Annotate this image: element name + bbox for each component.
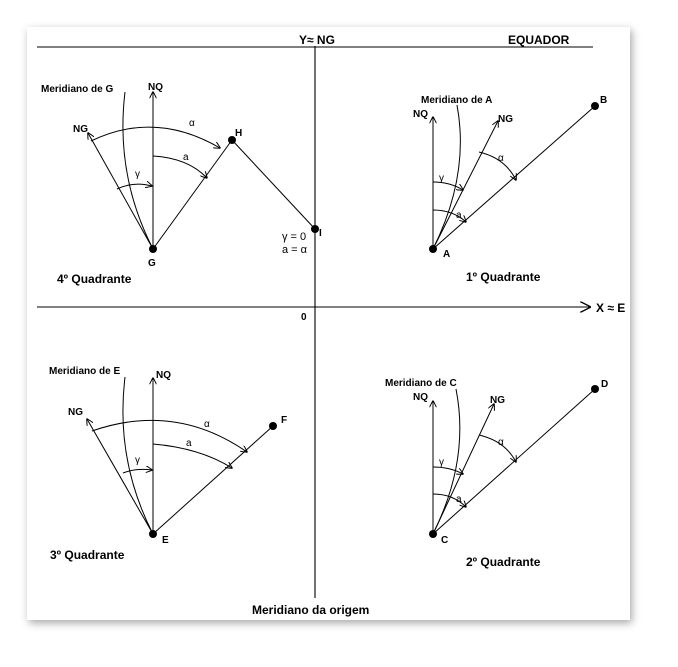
target-label: H — [235, 128, 243, 139]
gamma-arc — [123, 469, 152, 473]
nq-label: NQ — [156, 370, 171, 381]
meridian-label: Meridiano de A — [421, 95, 493, 106]
a-symbol: a — [456, 210, 462, 221]
gamma-symbol: γ — [135, 169, 140, 180]
quadrant-4 — [41, 82, 315, 286]
a-arc — [153, 156, 207, 178]
gamma-zero-text: γ = 0 — [282, 231, 307, 243]
a-symbol: a — [456, 494, 462, 505]
a-equals-alpha-text: a = α — [282, 244, 308, 256]
point-i-label: I — [319, 228, 322, 239]
station-label: A — [443, 249, 451, 260]
quadrant-title: 4º Quadrante — [57, 272, 132, 286]
point-i — [311, 225, 319, 233]
alpha-arc — [91, 127, 220, 148]
ng-line — [433, 121, 498, 249]
gamma-symbol: γ — [135, 455, 140, 466]
ng-label: NG — [498, 114, 513, 125]
meridian-curve — [433, 389, 460, 534]
ng-line — [88, 133, 153, 249]
alpha-arc — [92, 420, 247, 452]
target-point — [591, 102, 599, 110]
segment-h-i — [232, 140, 315, 229]
alpha-symbol: α — [189, 118, 195, 129]
station-label: G — [148, 258, 156, 269]
quadrant-title: 3º Quadrante — [50, 548, 125, 562]
a-symbol: a — [183, 152, 189, 163]
meridian-label: Meridiano de C — [385, 378, 457, 389]
origin-label: 0 — [301, 312, 307, 323]
x-axis-label: X ≈ E — [596, 301, 626, 315]
meridian-label: Meridiano de E — [49, 366, 121, 377]
gamma-arc — [117, 184, 152, 189]
station-point — [149, 245, 157, 253]
nq-label: NQ — [413, 109, 428, 120]
gamma-arc — [433, 182, 463, 190]
quadrant-3 — [49, 366, 287, 562]
quadrant-title: 1º Quadrante — [466, 270, 541, 284]
equator-label: EQUADOR — [508, 33, 570, 47]
ng-label: NG — [68, 407, 83, 418]
target-label: F — [281, 415, 288, 426]
quadrant-title: 2º Quadrante — [466, 555, 541, 569]
target-point — [269, 422, 277, 430]
ng-label: NG — [490, 395, 505, 406]
gamma-symbol: γ — [439, 457, 444, 468]
target-point — [591, 385, 599, 393]
meridian-label: Meridiano de G — [41, 84, 114, 95]
quadrant-1 — [413, 95, 607, 284]
station-point — [149, 530, 157, 538]
alpha-symbol: α — [498, 437, 504, 448]
nq-label: NQ — [148, 82, 163, 93]
station-point — [429, 530, 437, 538]
target-label: B — [600, 95, 608, 106]
station-label: C — [441, 535, 449, 546]
alpha-symbol: α — [498, 153, 504, 164]
axis-point-i — [282, 225, 322, 256]
direction-line-gh — [153, 140, 232, 249]
ng-line — [87, 419, 153, 534]
quadrant-2 — [385, 378, 608, 569]
gamma-symbol: γ — [439, 173, 444, 184]
origin-meridian-label: Meridiano da origem — [252, 603, 370, 617]
target-label: D — [601, 379, 609, 390]
direction-line-ef — [153, 426, 273, 534]
station-label: E — [162, 535, 169, 546]
gamma-arc — [433, 467, 463, 474]
station-point — [429, 245, 437, 253]
a-arc — [153, 444, 232, 468]
ng-label: NG — [73, 124, 88, 135]
nq-label: NQ — [413, 392, 428, 403]
meridian-curve — [433, 105, 460, 249]
a-symbol: a — [186, 438, 192, 449]
y-axis-label: Y≈ NG — [299, 33, 335, 47]
alpha-symbol: α — [204, 419, 210, 430]
